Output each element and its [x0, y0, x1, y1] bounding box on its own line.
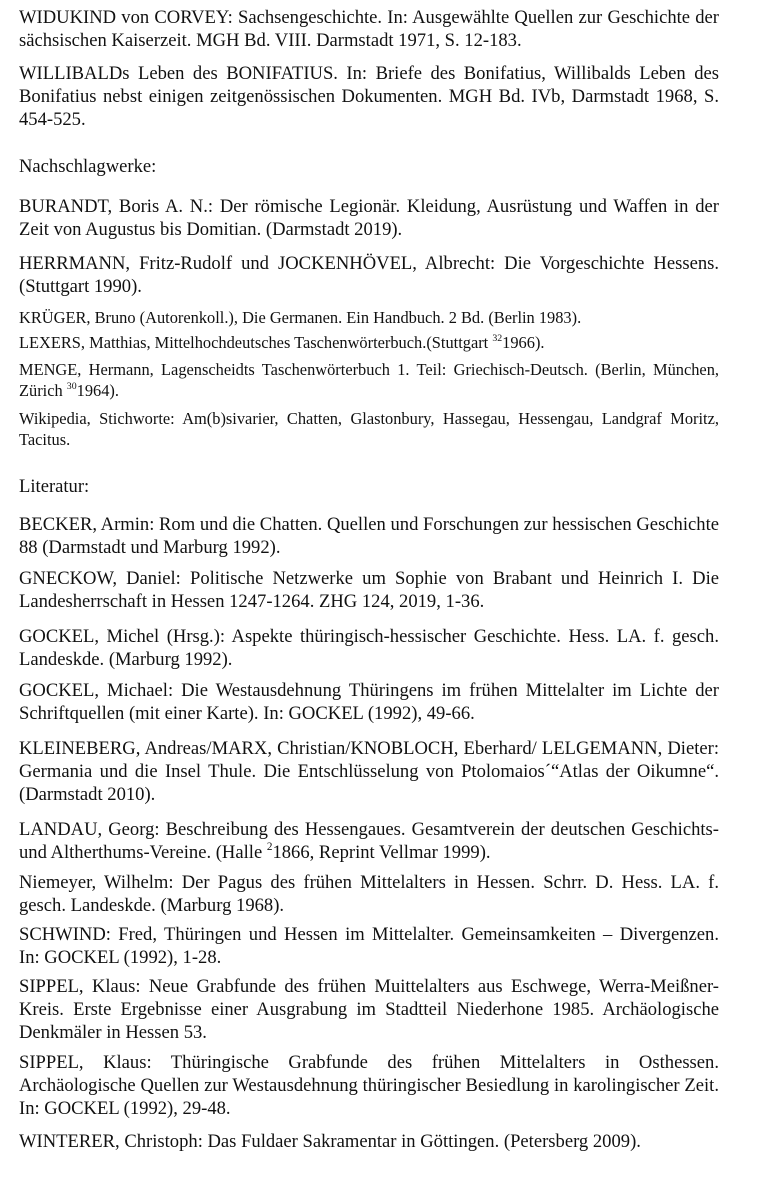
source-willibald: WILLIBALDs Leben des BONIFATIUS. In: Briefe des Bonifatius, Willibalds Leben des Bonifatius nebst einigen zeitgenössischen Dokumenten. MGH Bd. IVb, Darmstadt 1968, S. 454-525. — [19, 63, 719, 130]
reference-lexers-year: 1966). — [502, 333, 545, 352]
literature-landau-year: 1866, Reprint Vellmar 1999). — [272, 842, 491, 863]
reference-lexers — [19, 332, 545, 353]
reference-menge — [19, 359, 719, 401]
literature-landau-edition: 2 — [266, 840, 273, 853]
reference-menge-year: 1964). — [76, 381, 119, 400]
reference-menge-edition: 30 — [66, 380, 77, 392]
section-heading-literature: Literatur: — [19, 476, 90, 497]
literature-becker: BECKER, Armin: Rom und die Chatten. Quellen und Forschungen zur hessischen Geschichte 88 (Darmstadt und Marburg 1992). — [19, 514, 719, 558]
literature-gockel-westausdehnung: GOCKEL, Michael: Die Westausdehnung Thüringens im frühen Mittelalter im Lichte der Schriftquellen (mit einer Karte). In: GOCKEL (1992), 49-66. — [19, 680, 719, 724]
reference-menge-text: MENGE, Hermann, Lagenscheidts Taschenwörterbuch 1. Teil: Griechisch-Deutsch. (Berlin, München, Zürich — [19, 360, 719, 400]
literature-gockel-editor: GOCKEL, Michel (Hrsg.): Aspekte thüringisch-hessischer Geschichte. Hess. LA. f. gesch. Landeskde. (Marburg 1992). — [19, 626, 719, 670]
literature-niemeyer: Niemeyer, Wilhelm: Der Pagus des frühen Mittelalters in Hessen. Schrr. D. Hess. LA. f. gesch. Landeskde. (Marburg 1968). — [19, 872, 719, 916]
literature-winterer: WINTERER, Christoph: Das Fuldaer Sakramentar in Göttingen. (Petersberg 2009). — [19, 1131, 641, 1152]
literature-sippel-eschwege: SIPPEL, Klaus: Neue Grabfunde des frühen Muittelalters aus Eschwege, Werra-Meißner-Kreis. Erste Ergebnisse einer Ausgrabung im Stadtteil Niederhone 1985. Archäologische Denkmäler in Hessen 53. — [19, 976, 719, 1043]
reference-wikipedia: Wikipedia, Stichworte: Am(b)sivarier, Chatten, Glastonbury, Hassegau, Hessengau, Landgraf Moritz, Tacitus. — [19, 409, 719, 449]
reference-lexers-text: LEXERS, Matthias, Mittelhochdeutsches Taschenwörterbuch.(Stuttgart — [19, 333, 493, 352]
literature-kleineberg: KLEINEBERG, Andreas/MARX, Christian/KNOBLOCH, Eberhard/ LELGEMANN, Dieter: Germania und die Insel Thule. Die Entschlüsselung von Ptolomaios´“Atlas der Oikumne“. (Darmstadt 2010). — [19, 738, 719, 805]
literature-landau — [19, 818, 719, 864]
reference-krueger: KRÜGER, Bruno (Autorenkoll.), Die Germanen. Ein Handbuch. 2 Bd. (Berlin 1983). — [19, 308, 582, 327]
section-heading-reference: Nachschlagwerke: — [19, 156, 157, 177]
literature-schwind: SCHWIND: Fred, Thüringen und Hessen im Mittelalter. Gemeinsamkeiten – Divergenzen. In: GOCKEL (1992), 1-28. — [19, 924, 719, 968]
reference-lexers-edition: 32 — [492, 332, 503, 344]
source-widukind: WIDUKIND von CORVEY: Sachsengeschichte. In: Ausgewählte Quellen zur Geschichte der sächsischen Kaiserzeit. MGH Bd. VIII. Darmstadt 1971, S. 12-183. — [19, 7, 719, 51]
reference-herrmann: HERRMANN, Fritz-Rudolf und JOCKENHÖVEL, Albrecht: Die Vorgeschichte Hessens. (Stuttgart 1990). — [19, 253, 719, 297]
reference-burandt: BURANDT, Boris A. N.: Der römische Legionär. Kleidung, Ausrüstung und Waffen in der Zeit von Augustus bis Domitian. (Darmstadt 2019). — [19, 196, 719, 240]
literature-landau-text: LANDAU, Georg: Beschreibung des Hessengaues. Gesamtverein der deutschen Geschichts- und Altherthums-Vereine. (Halle — [19, 819, 719, 863]
literature-gneckow: GNECKOW, Daniel: Politische Netzwerke um Sophie von Brabant und Heinrich I. Die Landesherrschaft in Hessen 1247-1264. ZHG 124, 2019, 1-36. — [19, 568, 719, 612]
literature-sippel-osthessen: SIPPEL, Klaus: Thüringische Grabfunde des frühen Mittelalters in Osthessen. Archäologische Quellen zur Westausdehnung thüringischer Besiedlung in karolingischer Zeit. In: GOCKEL (1992), 29-48. — [19, 1052, 719, 1119]
